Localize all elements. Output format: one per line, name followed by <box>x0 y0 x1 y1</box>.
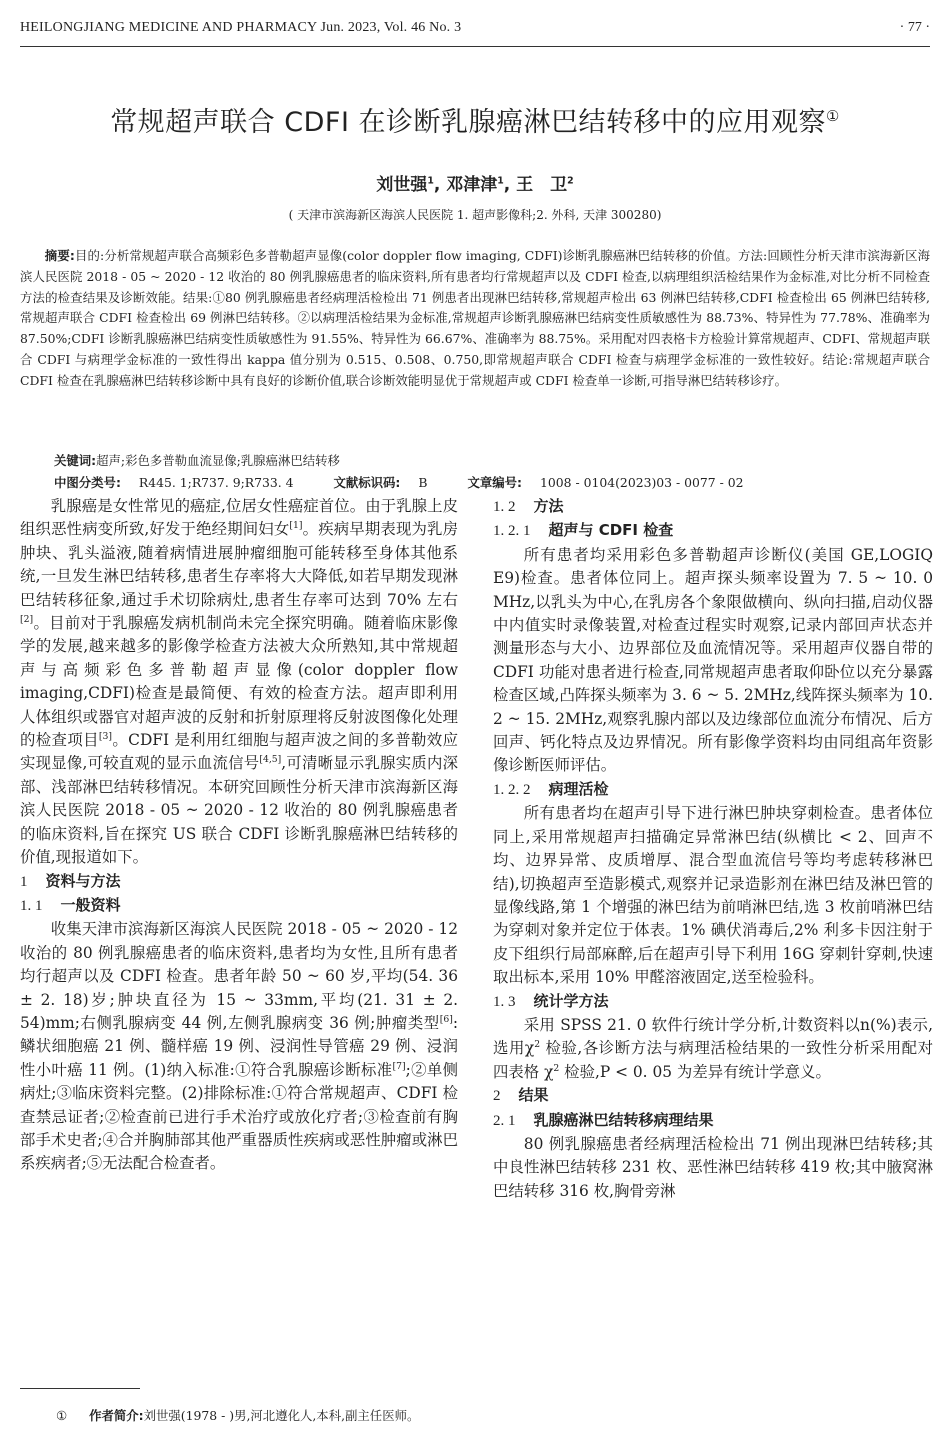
affiliation: ( 天津市滨海新区海滨人民医院 1. 超声影像科;2. 外科, 天津 300280) <box>288 208 662 222</box>
paragraph-text: 检验,P < 0. 05 为差异有统计学意义。 <box>559 1062 831 1081</box>
citation-superscript: [2] <box>20 613 34 625</box>
body-paragraph <box>493 1133 933 1203</box>
citation-superscript: [1] <box>289 520 303 532</box>
journal-name: HEILONGJIANG MEDICINE AND PHARMACY Jun. 2023, Vol. 46 No. 3 <box>20 20 462 35</box>
abstract-label: 摘要: <box>44 248 75 263</box>
heading-number: 2 <box>493 1088 501 1105</box>
paragraph-text: 乳腺癌是女性常见的癌症,位居女性癌症首位。由于乳腺上皮组织恶性病变所致,好发于绝经期间妇女 <box>20 497 458 539</box>
article-number-value: 1008 - 0104(2023)03 - 0077 - 02 <box>539 475 744 490</box>
article-title <box>0 100 950 139</box>
heading-text: 结果 <box>518 1086 549 1105</box>
abstract-text: 目的:分析常规超声联合高频彩色多普勒超声显像(color doppler flow imaging, CDFI)诊断乳腺癌淋巴结转移的价值。方法:回顾性分析天津市滨海新区海滨人民医院 2018 - 05 ~ 2020 - 12 收治的 80 例乳腺癌患者的临床资料,所有患者均行常规超声以及 CDFI 检查,以病理组织活检结果作为金标准,对比分析不同检查方法的检查结果及诊断效能。结果:①80 例乳腺癌患者经病理活检检出 71 例患者出现淋巴结转移,常规超声检出 63 例淋巴结转移,CDFI 检查检出 65 例淋巴结转移,常规超声联合 CDFI 检查检出 69 例淋巴结转移。②以病理活检结果为金标准,常规超声诊断乳腺癌淋巴结病变性质敏感性为 88.73%、特异性为 77.78%、准确率为 87.50%;CDFI 诊断乳腺癌淋巴结病变性质敏感性为 91.55%、特异性为 66.67%、准确率为 88.75%。采用配对四表格卡方检验计算常规超声、CDFI、常规超声联合 CDFI 与病理学金标准的一致性得出 kappa 值分别为 0.515、0.508、0.750,即常规超声联合 CDFI 检查与病理学金标准的一致性较好。结论:常规超声联合 CDFI 检查在乳腺癌淋巴结转移诊断中具有良好的诊断价值,联合诊断效能明显优于常规超声或 CDFI 检查单一诊断,可指导淋巴结转移诊疗。 <box>20 248 930 388</box>
keywords <box>54 451 930 471</box>
heading-number: 1. 2. 1 <box>493 523 531 540</box>
heading-number: 2. 1 <box>493 1112 516 1129</box>
subsection-heading <box>493 778 933 802</box>
heading-text: 一般资料 <box>60 895 121 914</box>
heading-number: 1. 1 <box>20 897 43 914</box>
citation-superscript: [6] <box>439 1013 453 1025</box>
body-column-right <box>493 495 933 1203</box>
citation-superscript: [7] <box>392 1060 406 1072</box>
clc-label: 中图分类号: <box>54 475 121 490</box>
keywords-label: 关键词: <box>54 453 97 468</box>
heading-number: 1. 2 <box>493 499 516 515</box>
author-name: 刘世强 <box>376 175 428 195</box>
paragraph-text: 80 例乳腺癌患者经病理活检检出 71 例出现淋巴结转移;其中良性淋巴结转移 231 枚、恶性淋巴结转移 419 枚;其中腋窝淋巴结转移 316 枚,胸骨旁淋 <box>493 1134 933 1200</box>
doc-code-label: 文献标识码: <box>333 475 401 490</box>
body-paragraph <box>20 495 458 870</box>
paragraph-text: 。CDFI 是利用红细胞与超声波之间的多普勒效应实现显像,可较直观的显示血流信号 <box>20 731 458 773</box>
author-separator: , <box>503 175 511 195</box>
paragraph-text: 采用 SPSS 21. 0 软件行统计学分析,计数资料以n(%)表示,选用χ <box>493 1015 933 1058</box>
title-text: 常规超声联合 CDFI 在诊断乳腺癌淋巴结转移中的应用观察 <box>110 107 826 138</box>
author-affil-mark: 1 <box>497 175 504 187</box>
abstract <box>20 246 930 392</box>
heading-number: 1. 3 <box>493 993 516 1010</box>
body-paragraph <box>493 1014 933 1084</box>
footnote-label: 作者简介: <box>89 1408 144 1423</box>
subsection-heading <box>20 894 458 918</box>
citation-superscript: 2 <box>553 1062 560 1074</box>
footnote-rule <box>20 1388 140 1389</box>
heading-text: 乳腺癌淋巴结转移病理结果 <box>533 1110 714 1129</box>
clc-value: R445. 1;R737. 9;R733. 4 <box>138 475 294 490</box>
paragraph-text: 所有患者均在超声引导下进行淋巴肿块穿刺检查。患者体位同上,采用常规超声扫描确定异常淋巴结(纵横比 < 2、回声不均、边界异常、皮质增厚、混合型血流信号等均考虑转移淋巴结),切换超声至造影模式,观察并记录造影剂在淋巴结及淋巴管的显像线路,第 1 个增强的淋巴结为前哨淋巴结,选 3 枚前哨淋巴结为穿刺对象并定位于体表。1% 碘伏消毒后,2% 利多卡因注射于皮下组织行局部麻醉,后在超声引导下利用 16G 穿刺针穿刺,快速取出标本,采用 10% 甲醛溶液固定,送至检验科。 <box>493 804 933 987</box>
classification-line <box>54 473 930 493</box>
subsection-heading <box>493 990 933 1014</box>
body-paragraph <box>493 544 933 778</box>
body-paragraph <box>20 918 458 1175</box>
body-paragraph <box>493 802 933 989</box>
paragraph-text: 所有患者均采用彩色多普勒超声诊断仪(美国 GE,LOGIQ E9)检查。患者体位同上。超声探头频率设置为 7. 5 ~ 10. 0 MHz,以乳头为中心,在乳房各个象限做横向、纵向扫描,启动仪器中内值实时录像装置,对检查过程实时观察,记录内部回声状态并测量形态与大小、边界部位及血流情况等。采用超声仪器自带的 CDFI 功能对患者进行检查,同常规超声患者取仰卧位以充分暴露检查区域,凸阵探头频率为 3. 6 ~ 5. 2MHz,线阵探头频率为 10. 2 ~ 15. 2MHz,观察乳腺内部以及边缘部位血流分布情况、后方回声、钙化特点及边界情况。所有影像学资料均由同组高年资影像诊断医师评估。 <box>493 545 933 775</box>
heading-text: 资料与方法 <box>45 871 121 890</box>
paragraph-text: 。疾病早期表现为乳房肿块、乳头溢液,随着病情进展肿瘤细胞可能转移至身体其他系统,一旦发生淋巴结转移,患者生存率将大大降低,如若早期发现淋巴结转移征象,通过手术切除病灶,患者生存率可达到 70% 左右 <box>20 520 458 609</box>
author-name: 邓津津 <box>446 175 498 195</box>
heading-number: 1 <box>20 873 28 890</box>
keywords-text: 超声;彩色多普勒血流显像;乳腺癌淋巴结转移 <box>96 453 340 468</box>
author-separator: , <box>433 175 441 195</box>
heading-text: 方法 <box>533 497 564 515</box>
section-heading <box>20 870 458 894</box>
author-name: 王 卫 <box>516 175 568 195</box>
article-number-label: 文章编号: <box>467 475 522 490</box>
section-heading <box>493 1084 933 1108</box>
title-footnote-mark: ① <box>826 107 840 125</box>
paragraph-text: ,可清晰显示乳腺实质内深部、浅部淋巴结转移情况。本研究回顾性分析天津市滨海新区海滨人民医院 2018 - 05 ~ 2020 - 12 收治的 80 例乳腺癌患者的临床资料,旨在探究 US 联合 CDFI 诊断乳腺癌淋巴结转移的价值,现报道如下。 <box>20 754 458 867</box>
author-list <box>0 170 950 195</box>
footnote <box>56 1406 419 1424</box>
paragraph-text: 检验,各诊断方法与病理活检结果的一致性分析采用配对四表格 χ <box>493 1039 933 1081</box>
subsection-heading <box>493 519 933 543</box>
heading-text: 超声与 CDFI 检查 <box>548 521 674 540</box>
footnote-text: 刘世强(1978 - )男,河北遵化人,本科,副主任医师。 <box>143 1408 420 1423</box>
paragraph-text: :鳞状细胞癌 21 例、髓样癌 19 例、浸润性导管癌 29 例、浸润性小叶癌 11 例。(1)纳入标准:①符合乳腺癌诊断标准 <box>20 1013 458 1079</box>
body-column-left <box>20 495 458 1176</box>
paragraph-text: 收集天津市滨海新区海滨人民医院 2018 - 05 ~ 2020 - 12 收治的 80 例乳腺癌患者的临床资料,患者均为女性,且所有患者均行超声以及 CDFI 检查。患者年龄 50 ~ 60 岁,平均(54. 36 ± 2. 18)岁;肿块直径为 15 ~ 33mm,平均(21. 31 ± 2. 54)mm;右侧乳腺病变 44 例,左侧乳腺病变 36 例;肿瘤类型 <box>20 920 458 1032</box>
page-number: · 77 · <box>899 20 930 35</box>
author-affil-mark: 1 <box>427 175 434 187</box>
citation-superscript: 2 <box>534 1039 541 1051</box>
running-header <box>20 16 930 47</box>
citation-superscript: [3] <box>98 730 112 742</box>
subsection-heading <box>493 1109 933 1133</box>
heading-number: 1. 2. 2 <box>493 781 531 798</box>
heading-text: 病理活检 <box>548 779 609 798</box>
heading-text: 统计学方法 <box>533 991 609 1010</box>
paragraph-text: ;②单侧病灶;③临床资料完整。(2)排除标准:①符合常规超声、CDFI 检查禁忌证者;②检查前已进行手术治疗或放化疗者;③检查前有胸部手术史者;④合并胸肺部其他严重器质性疾病或恶性肿瘤或淋巴系疾病者;⑤无法配合检查者。 <box>20 1060 459 1173</box>
citation-superscript: [4,5] <box>259 754 282 766</box>
footnote-mark: ① <box>56 1408 68 1423</box>
subsection-heading <box>493 495 933 519</box>
doc-code-value: B <box>418 475 428 490</box>
paragraph-text: 。目前对于乳腺癌发病机制尚未完全探究明确。随着临床影像学的发展,越来越多的影像学检查方法被大众所熟知,其中常规超声与高频彩色多普勒超声显像(color doppler flow imaging,CDFI)检查是最简便、有效的检查方法。超声即利用人体组织或器官对超声波的反射和折射原理将反射波图像化处理的检查项目 <box>20 614 458 750</box>
author-affil-mark: 2 <box>567 175 574 187</box>
